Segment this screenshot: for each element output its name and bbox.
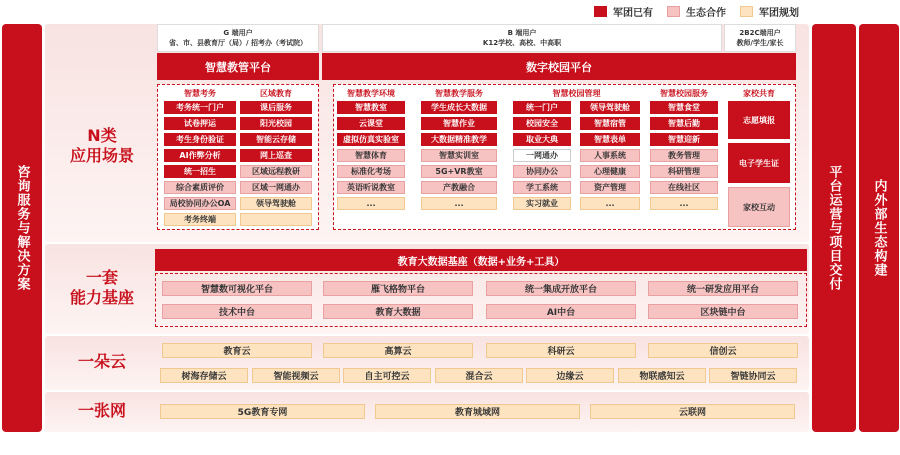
- app-cell: 统一门户: [513, 101, 571, 114]
- app-cell: 智慧表单: [580, 133, 640, 146]
- group-title: 区域教育: [260, 89, 292, 98]
- legend-label: 军团已有: [613, 8, 653, 19]
- foundation-platform: 统一集成开放平台: [486, 281, 636, 296]
- app-cell: 智慧食堂: [650, 101, 718, 114]
- cloud-item: 智能视频云: [252, 368, 340, 383]
- cloud-item: 教育云: [162, 343, 312, 358]
- layer-label-n: N类 应用场景: [69, 126, 134, 165]
- app-cell: [240, 213, 312, 226]
- app-cell: 人事系统: [580, 149, 640, 162]
- app-cell: 家校互动: [728, 187, 790, 227]
- header-line: 教师/学生/家长: [736, 39, 784, 47]
- app-cell: 云课堂: [337, 117, 405, 130]
- sidebar-right-1: [812, 24, 856, 432]
- app-cell: 取业大典: [513, 133, 571, 146]
- cloud-item: 信创云: [648, 343, 798, 358]
- app-cell: 实习就业: [513, 197, 571, 210]
- legend-item-own: [594, 4, 653, 19]
- app-cell: ...: [337, 197, 405, 210]
- app-cell: 智慧作业: [421, 117, 497, 130]
- foundation-platform: AI中台: [486, 304, 636, 319]
- sidebar-right-2-label: 内外部生态构建: [871, 179, 887, 277]
- legend-item-eco: [667, 4, 726, 19]
- app-cell: 领导驾驶舱: [240, 197, 312, 210]
- app-cell: 课后服务: [240, 101, 312, 114]
- app-cell: 智慧迎新: [650, 133, 718, 146]
- sidebar-right-2: [859, 24, 899, 432]
- header-line: G 端用户: [223, 29, 253, 37]
- legend-item-plan: [740, 4, 799, 19]
- app-cell: 区域一网通办: [240, 181, 312, 194]
- sidebar-left: [2, 24, 42, 432]
- app-cell: 资产管理: [580, 181, 640, 194]
- app-cell: 志愿填报: [728, 101, 790, 139]
- app-cell: 统一招生: [164, 165, 236, 178]
- app-cell: 考务终端: [164, 213, 236, 226]
- sidebar-right-1-label: 平台运营与项目交付: [826, 165, 842, 291]
- app-cell: 区域远程教研: [240, 165, 312, 178]
- cloud-item: 智链协同云: [709, 368, 797, 383]
- legend-label: 军团规划: [759, 8, 799, 19]
- header-line: 省、市、县教育厅（局）/ 招考办（考试院）: [169, 39, 307, 47]
- legend-label: 生态合作: [686, 8, 726, 19]
- legend-swatch: [667, 6, 680, 17]
- foundation-title: 教育大数据基座（数据+业务+工具）: [155, 249, 807, 271]
- app-cell: 智慧后勤: [650, 117, 718, 130]
- layer-label-one-cloud: 一朵云: [77, 352, 126, 371]
- app-cell: 科研管理: [650, 165, 718, 178]
- app-cell: ...: [421, 197, 497, 210]
- legend: [594, 4, 799, 19]
- app-cell: 标准化考场: [337, 165, 405, 178]
- cloud-item: 边缘云: [526, 368, 614, 383]
- cloud-item: 物联感知云: [618, 368, 706, 383]
- app-cell: 协同办公: [513, 165, 571, 178]
- group-title: 智慧校园服务: [660, 89, 708, 98]
- platform-education-management: 智慧教管平台: [157, 53, 319, 80]
- foundation-platform: 雁飞格物平台: [323, 281, 473, 296]
- app-cell: 5G+VR教室: [421, 165, 497, 178]
- sidebar-left-label: 咨询服务与解决方案: [14, 165, 30, 291]
- app-cell: 学工系统: [513, 181, 571, 194]
- cloud-item: 混合云: [435, 368, 523, 383]
- app-cell: 考务统一门户: [164, 101, 236, 114]
- cloud-item: 树海存储云: [160, 368, 248, 383]
- foundation-platform: 区块链中台: [648, 304, 798, 319]
- header-line: K12学校、高校、中高职: [482, 39, 562, 47]
- legend-swatch: [740, 6, 753, 17]
- app-cell: 综合素质评价: [164, 181, 236, 194]
- group-title: 智慧校园管理: [552, 89, 601, 98]
- app-cell: 局校协同办公OA: [164, 197, 236, 210]
- app-cell: 网上巡查: [240, 149, 312, 162]
- group-title: 智慧教学服务: [435, 89, 483, 98]
- foundation-platform: 智慧数可视化平台: [162, 281, 312, 296]
- app-cell: 阳光校园: [240, 117, 312, 130]
- layer-label-one-net: 一张网: [77, 401, 126, 420]
- app-cell: 虚拟仿真实验室: [337, 133, 405, 146]
- group-title: 智慧教学环境: [347, 89, 395, 98]
- layer-label-one-set: 一套 能力基座: [69, 268, 134, 307]
- cloud-item: 科研云: [486, 343, 636, 358]
- app-cell: 电子学生证: [728, 143, 790, 183]
- header-b2c-users: [724, 24, 796, 52]
- header-g-users: [157, 24, 319, 52]
- app-cell: 心理健康: [580, 165, 640, 178]
- foundation-platform: 技术中台: [162, 304, 312, 319]
- group-title: 智慧考务: [184, 89, 216, 98]
- cloud-item: 高算云: [323, 343, 473, 358]
- app-cell: 考生身份验证: [164, 133, 236, 146]
- app-cell: 领导驾驶舱: [580, 101, 640, 114]
- header-b-users: [322, 24, 722, 52]
- app-cell: 校园安全: [513, 117, 571, 130]
- header-line: B 端用户: [507, 29, 537, 37]
- cloud-item: 自主可控云: [343, 368, 431, 383]
- app-cell: AI作弊分析: [164, 149, 236, 162]
- foundation-platform: 教育大数据: [323, 304, 473, 319]
- app-cell: 智慧宿管: [580, 117, 640, 130]
- app-cell: 试卷押运: [164, 117, 236, 130]
- app-cell: 一网通办: [513, 149, 571, 162]
- app-cell: 英语听说教室: [337, 181, 405, 194]
- net-item: 5G教育专网: [160, 404, 365, 419]
- header-line: 2B2C端用户: [739, 29, 781, 37]
- platform-digital-campus: 数字校园平台: [322, 53, 796, 80]
- group-title: 家校共育: [743, 89, 775, 98]
- app-cell: ...: [580, 197, 640, 210]
- app-cell: 学生成长大数据: [421, 101, 497, 114]
- app-cell: 教务管理: [650, 149, 718, 162]
- foundation-platform: 统一研发应用平台: [648, 281, 798, 296]
- app-cell: 产教融合: [421, 181, 497, 194]
- app-cell: 在线社区: [650, 181, 718, 194]
- net-item: 云联网: [590, 404, 795, 419]
- app-cell: 智慧实训室: [421, 149, 497, 162]
- app-cell: 大数据精准教学: [421, 133, 497, 146]
- legend-swatch: [594, 6, 607, 17]
- app-cell: 智慧教室: [337, 101, 405, 114]
- app-cell: ...: [650, 197, 718, 210]
- net-item: 教育城域网: [375, 404, 580, 419]
- app-cell: 智慧体育: [337, 149, 405, 162]
- app-cell: 智能云存储: [240, 133, 312, 146]
